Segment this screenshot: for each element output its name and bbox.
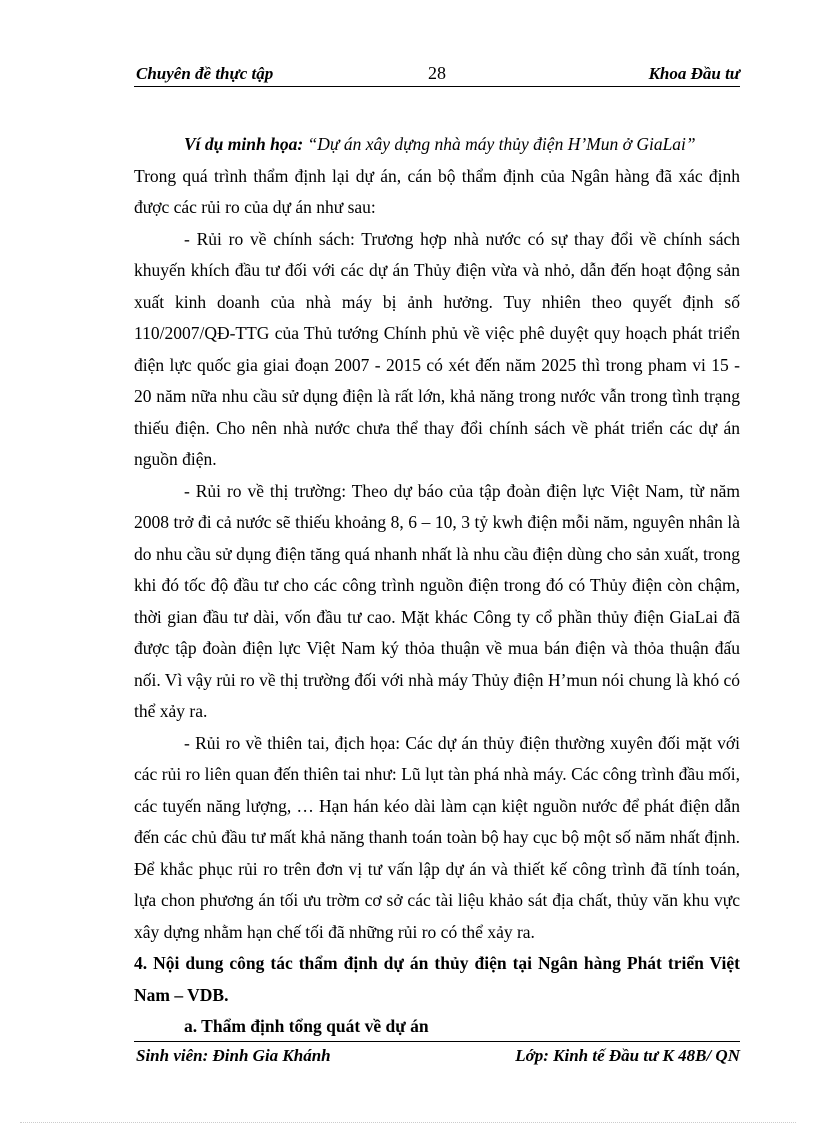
example-label: Ví dụ minh họa:	[184, 134, 304, 154]
page-header	[134, 62, 740, 86]
footer-student: Sinh viên: Đinh Gia Khánh	[136, 1046, 331, 1065]
market-risk-paragraph: - Rủi ro về thị trường: Theo dự báo của tập đoàn điện lực Việt Nam, từ năm 2008 trở đi cả nước sẽ thiếu khoảng 8, 6 – 10, 3 tỷ kwh điện mỗi năm, nguyên nhân là do nhu cầu sử dụng điện tăng quá nhanh nhất là nhu cầu điện dùng cho sản xuất, trong khi đó tốc độ đầu tư cho các công trình nguồn điện trong đó có Thủy điện còn chậm, thời gian đầu tư dài, vốn đầu tư cao. Mặt khác Công ty cổ phần thủy điện GiaLai đã được tập đoàn điện lực Việt Nam ký thỏa thuận về mua bán điện và thỏa thuận đấu nối. Vì vậy rủi ro về thị trường đối với nhà máy Thủy điện H’mun nói chung là khó có thể xảy ra.	[134, 480, 740, 721]
example-title: “Dự án xây dựng nhà máy thủy điện H’Mun ở GiaLai”	[307, 134, 696, 154]
subsection-heading: a. Thẩm định tổng quát về dự án	[184, 1016, 429, 1036]
page-number: 28	[428, 63, 446, 83]
header-title: Chuyên đề thực tập	[136, 64, 274, 83]
header-department: Khoa Đầu tư	[648, 64, 740, 83]
header-rule	[134, 86, 740, 87]
disaster-risk-paragraph: - Rủi ro về thiên tai, địch họa: Các dự án thủy điện thường xuyên đối mặt với các rủi ro liên quan đến thiên tai như: Lũ lụt tàn phá nhà máy. Các công trình đầu mối, các tuyến năng lượng, … Hạn hán kéo dài làm cạn kiệt nguồn nước để phát điện dẫn đến các chủ đầu tư mất khả năng thanh toán toàn bộ hay cục bộ một số năm nhất định. Để khắc phục rủi ro trên đơn vị tư vấn lập dự án và thiết kế công trình đã tính toán, lựa chon phương án tối ưu trờm cơ sở các tài liệu khảo sát địa chất, thủy văn khu vực xây dựng nhằm hạn chế tối đã những rủi ro có thể xảy ra.	[134, 732, 740, 942]
footer-class: Lớp: Kinh tế Đầu tư K 48B/ QN	[515, 1046, 740, 1065]
policy-risk-paragraph: - Rủi ro về chính sách: Trương hợp nhà nước có sự thay đổi về chính sách khuyến khích đầu tư đối với các dự án Thủy điện vừa và nhỏ, dẫn đến hoạt động sản xuất kinh doanh của nhà máy bị ảnh hưởng. Tuy nhiên theo quyết định số 110/2007/QĐ-TTG của Thủ tướng Chính phủ về việc phê duyệt quy hoạch phát triển điện lực quốc gia giai đoạn 2007 - 2015 có xét đến năm 2025 thì trong pham vi 15 - 20 năm nữa nhu cầu sử dụng điện là rất lớn, khả năng trong nước vẫn trong tình trạng thiếu điện. Cho nên nhà nước chưa thể thay đổi chính sách về phát triển các dự án nguồn điện.	[134, 228, 740, 469]
page-footer	[134, 1046, 740, 1070]
page-body	[134, 129, 740, 1043]
intro-paragraph: Trong quá trình thẩm định lại dự án, cán bộ thẩm định của Ngân hàng đã xác định được các rủi ro của dự án như sau:	[134, 165, 740, 217]
footer-rule	[134, 1041, 740, 1042]
section-heading: 4. Nội dung công tác thẩm định dự án thủy điện tại Ngân hàng Phát triển Việt Nam – VDB.	[134, 953, 740, 1005]
example-paragraph	[134, 129, 740, 161]
